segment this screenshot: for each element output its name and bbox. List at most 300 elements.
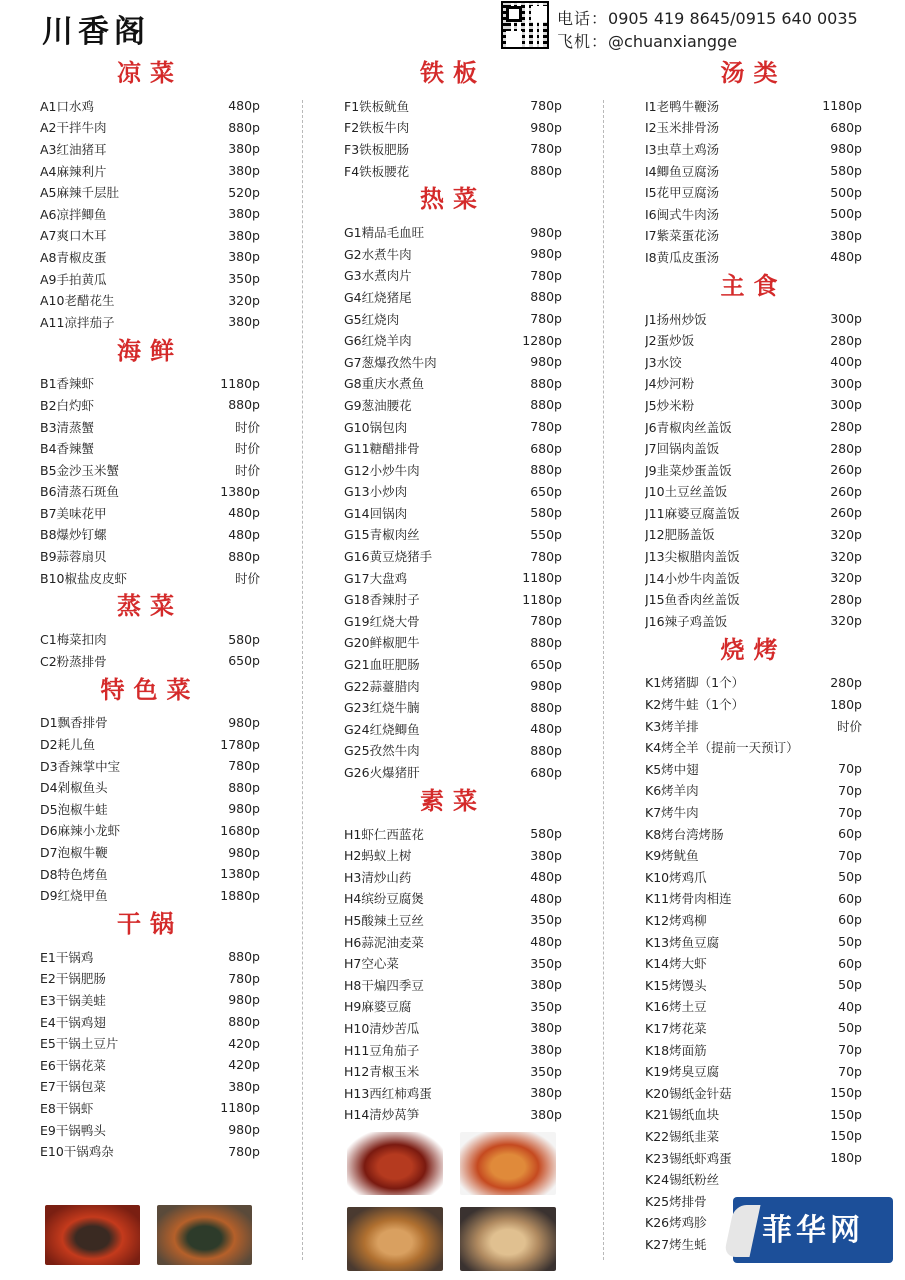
telegram-line xyxy=(557,29,737,52)
dish-name: K18烤面筋 xyxy=(645,1042,707,1058)
dish-price: 650p xyxy=(530,483,562,499)
dish-name: G16黄豆烧猪手 xyxy=(344,549,433,565)
menu-item xyxy=(40,946,260,968)
dish-price: 1280p xyxy=(522,332,562,348)
dish-price: 70p xyxy=(838,1042,862,1058)
menu-item xyxy=(40,203,260,225)
dish-name: B10椒盐皮皮虾 xyxy=(40,570,127,586)
dish-name: K25烤排骨 xyxy=(645,1193,707,1209)
dish-price: 780p xyxy=(530,141,562,157)
dish-name: H9麻婆豆腐 xyxy=(344,999,412,1015)
dish-price: 150p xyxy=(830,1128,862,1144)
phone-number: 0905 419 8645/0915 640 0035 xyxy=(608,9,858,28)
dish-name: A3红油猪耳 xyxy=(40,141,107,157)
menu-item xyxy=(344,761,562,783)
menu-item xyxy=(645,1147,862,1169)
menu-item xyxy=(645,437,862,459)
dish-name: E8干锅虾 xyxy=(40,1100,94,1116)
dish-price: 380p xyxy=(228,227,260,243)
dish-price: 480p xyxy=(530,721,562,737)
dish-price: 780p xyxy=(530,419,562,435)
menu-item xyxy=(645,588,862,610)
dish-name: K4烤全羊（提前一天预订） xyxy=(645,740,799,756)
dish-name: G26火爆猪肝 xyxy=(344,765,420,781)
menu-item xyxy=(645,225,862,247)
dish-name: D1飘香排骨 xyxy=(40,715,108,731)
dish-name: J11麻婆豆腐盖饭 xyxy=(645,505,740,521)
menu-item xyxy=(40,1054,260,1076)
dish-price: 1180p xyxy=(522,591,562,607)
telegram-label: 飞机： xyxy=(557,32,609,51)
dish-price: 550p xyxy=(530,526,562,542)
dish-name: D2耗儿鱼 xyxy=(40,737,96,753)
dish-price: 580p xyxy=(530,505,562,521)
menu-item xyxy=(40,225,260,247)
section-title: 海鲜 xyxy=(117,336,183,365)
menu-item xyxy=(40,459,260,481)
dish-name: K15烤馒头 xyxy=(645,977,707,993)
dish-name: J4炒河粉 xyxy=(645,376,695,392)
dish-price: 280p xyxy=(830,674,862,690)
menu-item xyxy=(40,481,260,503)
dish-price: 380p xyxy=(530,1020,562,1036)
menu-item xyxy=(344,286,562,308)
menu-item xyxy=(40,545,260,567)
dish-price: 150p xyxy=(830,1106,862,1122)
dish-name: I2玉米排骨汤 xyxy=(645,120,720,136)
dish-name: F4铁板腰花 xyxy=(344,163,410,179)
dish-price: 350p xyxy=(530,998,562,1014)
menu-item xyxy=(645,373,862,395)
dish-name: G6红烧羊肉 xyxy=(344,333,412,349)
dish-price: 60p xyxy=(838,955,862,971)
dish-name: I8黄瓜皮蛋汤 xyxy=(645,249,720,265)
section-title: 铁板 xyxy=(420,59,486,87)
dish-name: B4香辣蟹 xyxy=(40,441,95,457)
dish-name: G1精品毛血旺 xyxy=(344,225,425,241)
dish-name: J13尖椒腊肉盖饭 xyxy=(645,549,740,565)
menu-item xyxy=(645,1104,862,1126)
dish-name: G7葱爆孜然牛肉 xyxy=(344,354,437,370)
menu-item xyxy=(645,1060,862,1082)
dish-name: K10烤鸡爪 xyxy=(645,869,707,885)
dish-name: H5酸辣土豆丝 xyxy=(344,912,424,928)
dish-price: 480p xyxy=(228,98,260,114)
dish-name: E10干锅鸡杂 xyxy=(40,1144,114,1160)
menu-item xyxy=(40,394,260,416)
dish-price: 880p xyxy=(228,397,260,413)
dish-price: 380p xyxy=(530,1106,562,1122)
menu-section xyxy=(344,783,562,1125)
menu-item xyxy=(645,693,862,715)
dish-price: 150p xyxy=(830,1085,862,1101)
menu-item xyxy=(344,502,562,524)
menu-item xyxy=(344,416,562,438)
dish-price: 380p xyxy=(830,227,862,243)
dish-name: J3水饺 xyxy=(645,354,682,370)
dish-name: E3干锅美蛙 xyxy=(40,992,106,1008)
dish-name: D5泡椒牛蛙 xyxy=(40,801,108,817)
dish-name: E7干锅包菜 xyxy=(40,1079,106,1095)
dish-price: 780p xyxy=(530,98,562,114)
menu-item xyxy=(344,95,562,117)
dish-name: J5炒米粉 xyxy=(645,397,695,413)
menu-item xyxy=(645,524,862,546)
dish-price: 980p xyxy=(228,1122,260,1138)
dish-name: J6青椒肉丝盖饭 xyxy=(645,419,732,435)
menu-item xyxy=(40,311,260,333)
dish-price: 880p xyxy=(530,742,562,758)
menu-item xyxy=(645,459,862,481)
dish-price: 时价 xyxy=(234,570,260,586)
menu-item xyxy=(645,866,862,888)
dish-name: K22锡纸韭菜 xyxy=(645,1128,720,1144)
menu-item xyxy=(344,996,562,1018)
dish-name: F1铁板鱿鱼 xyxy=(344,98,410,114)
menu-item xyxy=(40,289,260,311)
menu-item xyxy=(344,138,562,160)
menu-item xyxy=(40,863,260,885)
menu-item xyxy=(344,1060,562,1082)
menu-item xyxy=(645,308,862,330)
menu-item xyxy=(645,1082,862,1104)
menu-item xyxy=(344,866,562,888)
menu-section xyxy=(40,55,260,333)
menu-item xyxy=(344,952,562,974)
menu-item xyxy=(344,588,562,610)
dish-price: 350p xyxy=(228,271,260,287)
dish-name: E4干锅鸡翅 xyxy=(40,1014,106,1030)
menu-item xyxy=(645,246,862,268)
dish-price: 180p xyxy=(830,696,862,712)
dish-name: H14清炒莴笋 xyxy=(344,1107,420,1123)
menu-item xyxy=(344,653,562,675)
dish-name: G24红烧鲫鱼 xyxy=(344,721,420,737)
menu-item xyxy=(344,974,562,996)
dish-price: 1180p xyxy=(220,375,260,391)
dish-name: A1口水鸡 xyxy=(40,98,95,114)
dish-name: J14小炒牛肉盖饭 xyxy=(645,570,740,586)
column-divider xyxy=(603,100,604,1260)
dish-name: I5花甲豆腐汤 xyxy=(645,185,720,201)
dish-name: H1虾仁西蓝花 xyxy=(344,826,424,842)
menu-item xyxy=(344,931,562,953)
dish-name: G5红烧肉 xyxy=(344,311,400,327)
dish-price: 60p xyxy=(838,826,862,842)
dish-name: I6闽式牛肉汤 xyxy=(645,206,720,222)
dish-name: B6清蒸石斑鱼 xyxy=(40,484,120,500)
dish-name: G9葱油腰花 xyxy=(344,397,412,413)
dish-name: G13小炒肉 xyxy=(344,484,408,500)
section-title: 热菜 xyxy=(420,185,486,214)
mapo-tofu-photo xyxy=(460,1132,556,1195)
dish-name: J10土豆丝盖饭 xyxy=(645,484,728,500)
dish-name: H7空心菜 xyxy=(344,956,399,972)
dish-price: 980p xyxy=(530,678,562,694)
dish-price: 400p xyxy=(830,354,862,370)
menu-item xyxy=(344,675,562,697)
menu-item xyxy=(40,776,260,798)
dish-name: J7回锅肉盖饭 xyxy=(645,441,720,457)
dish-price: 980p xyxy=(228,844,260,860)
dish-price: 70p xyxy=(838,804,862,820)
dish-name: E2干锅肥肠 xyxy=(40,971,106,987)
dish-price: 380p xyxy=(228,163,260,179)
dish-name: G17大盘鸡 xyxy=(344,570,408,586)
dish-price: 350p xyxy=(530,912,562,928)
dish-price: 70p xyxy=(838,782,862,798)
menu-item xyxy=(40,1119,260,1141)
dish-price: 880p xyxy=(228,119,260,135)
dish-price: 980p xyxy=(530,224,562,240)
menu-item xyxy=(40,181,260,203)
menu-item xyxy=(40,1011,260,1033)
menu-item xyxy=(645,481,862,503)
dish-price: 980p xyxy=(530,246,562,262)
dish-name: K13烤鱼豆腐 xyxy=(645,934,720,950)
menu-item xyxy=(645,416,862,438)
menu-section xyxy=(40,672,260,906)
dish-price: 980p xyxy=(228,801,260,817)
dish-name: E9干锅鸭头 xyxy=(40,1122,106,1138)
dish-name: K20锡纸金针菇 xyxy=(645,1085,732,1101)
dish-price: 480p xyxy=(530,934,562,950)
dish-price: 280p xyxy=(830,591,862,607)
menu-section xyxy=(344,55,562,181)
menu-item xyxy=(344,351,562,373)
dish-price: 650p xyxy=(228,653,260,669)
dish-name: K27烤生蚝 xyxy=(645,1236,707,1252)
menu-section xyxy=(40,906,260,1162)
dish-name: G12小炒牛肉 xyxy=(344,462,420,478)
dish-price: 时价 xyxy=(234,441,260,457)
dish-name: D9红烧甲鱼 xyxy=(40,888,108,904)
dish-price: 880p xyxy=(530,375,562,391)
dish-name: B9蒜蓉扇贝 xyxy=(40,549,107,565)
dish-name: J9韭菜炒蛋盖饭 xyxy=(645,462,732,478)
menu-item xyxy=(344,823,562,845)
menu-item xyxy=(40,1032,260,1054)
dish-name: H6蒜泥油麦菜 xyxy=(344,934,424,950)
dish-name: E6干锅花菜 xyxy=(40,1057,106,1073)
menu-item xyxy=(645,502,862,524)
menu-item xyxy=(645,844,862,866)
dish-price: 980p xyxy=(830,141,862,157)
dish-price: 50p xyxy=(838,1020,862,1036)
menu-section xyxy=(40,333,260,589)
dish-price: 1380p xyxy=(220,866,260,882)
dish-price: 480p xyxy=(530,869,562,885)
dish-price: 时价 xyxy=(836,718,862,734)
menu-item xyxy=(40,567,260,589)
dish-name: G3水煮肉片 xyxy=(344,268,412,284)
dish-name: B2白灼虾 xyxy=(40,397,95,413)
menu-item xyxy=(344,221,562,243)
dish-name: C1梅菜扣肉 xyxy=(40,632,107,648)
dish-name: B1香辣虾 xyxy=(40,376,95,392)
menu-item xyxy=(344,394,562,416)
menu-item xyxy=(344,545,562,567)
dish-name: K21锡纸血块 xyxy=(645,1107,720,1123)
grilled-chicken-feet-photo xyxy=(347,1207,443,1271)
dish-price: 320p xyxy=(830,613,862,629)
menu-item xyxy=(344,844,562,866)
menu-item xyxy=(40,1076,260,1098)
dish-name: F3铁板肥肠 xyxy=(344,141,410,157)
dish-name: H11豆角茄子 xyxy=(344,1042,420,1058)
dish-price: 时价 xyxy=(234,419,260,435)
telegram-handle: @chuanxiangge xyxy=(608,32,738,51)
dish-price: 50p xyxy=(838,977,862,993)
dish-price: 780p xyxy=(530,613,562,629)
restaurant-name: 川香阁 xyxy=(42,14,150,50)
grilled-oysters-photo xyxy=(460,1207,556,1271)
section-title: 烧烤 xyxy=(720,635,787,664)
menu-section xyxy=(40,588,260,671)
dish-price: 780p xyxy=(228,1143,260,1159)
menu-item xyxy=(344,909,562,931)
menu-item xyxy=(344,265,562,287)
phone-line xyxy=(557,6,858,29)
dish-price: 780p xyxy=(228,970,260,986)
dish-name: G18香辣肘子 xyxy=(344,592,420,608)
dish-price: 380p xyxy=(228,141,260,157)
menu-item xyxy=(645,181,862,203)
dish-price: 1180p xyxy=(522,570,562,586)
dish-price: 380p xyxy=(530,977,562,993)
menu-item xyxy=(645,974,862,996)
menu-item xyxy=(645,203,862,225)
dish-price: 320p xyxy=(830,526,862,542)
dish-name: A2干拌牛肉 xyxy=(40,120,107,136)
dish-name: B3清蒸蟹 xyxy=(40,419,95,435)
dish-price: 70p xyxy=(838,1063,862,1079)
dish-name: K8烤台湾烤肠 xyxy=(645,826,724,842)
qr-code-icon xyxy=(503,3,547,47)
phone-label: 电话： xyxy=(557,9,609,28)
dish-price: 880p xyxy=(530,397,562,413)
section-title: 素菜 xyxy=(420,786,486,815)
dish-price: 350p xyxy=(530,1063,562,1079)
braised-wings-photo xyxy=(347,1132,443,1195)
dish-name: J15鱼香肉丝盖饭 xyxy=(645,592,740,608)
menu-item xyxy=(344,1104,562,1126)
menu-column-middle xyxy=(344,55,562,1125)
menu-item xyxy=(40,733,260,755)
dish-name: K16烤土豆 xyxy=(645,999,707,1015)
dish-name: I4鲫鱼豆腐汤 xyxy=(645,163,720,179)
dish-price: 1880p xyxy=(220,887,260,903)
dish-name: K11烤骨肉相连 xyxy=(645,891,732,907)
menu-item xyxy=(344,610,562,632)
dish-price: 320p xyxy=(830,570,862,586)
dish-price: 980p xyxy=(228,714,260,730)
menu-item xyxy=(344,1082,562,1104)
dish-price: 1380p xyxy=(220,483,260,499)
dish-name: I1老鸭牛鞭汤 xyxy=(645,98,720,114)
menu-item xyxy=(645,801,862,823)
dish-price: 280p xyxy=(830,440,862,456)
dish-name: G23红烧牛腩 xyxy=(344,700,420,716)
dish-name: G14回锅肉 xyxy=(344,505,408,521)
dish-price: 420p xyxy=(228,1035,260,1051)
dish-price: 380p xyxy=(228,314,260,330)
dish-name: K7烤牛肉 xyxy=(645,805,699,821)
dish-price: 50p xyxy=(838,934,862,950)
dish-name: G4红烧猪尾 xyxy=(344,289,412,305)
dish-name: F2铁板牛肉 xyxy=(344,120,410,136)
menu-item xyxy=(344,632,562,654)
dish-name: A11凉拌茄子 xyxy=(40,314,115,330)
section-title: 主食 xyxy=(720,271,787,300)
dish-price: 380p xyxy=(530,1042,562,1058)
dish-name: B8爆炒钉螺 xyxy=(40,527,107,543)
dish-price: 680p xyxy=(530,764,562,780)
dish-name: H13西红柿鸡蛋 xyxy=(344,1085,432,1101)
menu-item xyxy=(40,755,260,777)
dish-price: 480p xyxy=(530,890,562,906)
dish-name: K6烤羊肉 xyxy=(645,783,699,799)
dish-name: D8特色烤鱼 xyxy=(40,866,108,882)
menu-item xyxy=(645,823,862,845)
menu-item xyxy=(645,117,862,139)
menu-item xyxy=(645,909,862,931)
dish-name: E5干锅土豆片 xyxy=(40,1036,119,1052)
menu-item xyxy=(40,820,260,842)
menu-item xyxy=(344,243,562,265)
dish-price: 260p xyxy=(830,505,862,521)
dish-name: C2粉蒸排骨 xyxy=(40,653,107,669)
menu-item xyxy=(40,712,260,734)
menu-item xyxy=(645,567,862,589)
dish-name: G10锅包肉 xyxy=(344,419,408,435)
menu-item xyxy=(645,672,862,694)
grilled-fish-photo xyxy=(157,1205,252,1265)
dish-name: G19红烧大骨 xyxy=(344,613,420,629)
dish-name: A6凉拌鲫鱼 xyxy=(40,206,107,222)
dish-price: 880p xyxy=(530,163,562,179)
menu-item xyxy=(645,996,862,1018)
dish-price: 280p xyxy=(830,419,862,435)
dish-price: 650p xyxy=(530,656,562,672)
menu-header xyxy=(0,0,905,55)
dish-price: 780p xyxy=(530,267,562,283)
dish-name: A9手拍黄瓜 xyxy=(40,271,107,287)
dish-price: 1780p xyxy=(220,736,260,752)
dish-name: G22蒜薹腊肉 xyxy=(344,678,420,694)
dish-name: D7泡椒牛鞭 xyxy=(40,845,108,861)
menu-item xyxy=(40,524,260,546)
menu-section xyxy=(645,632,862,1255)
menu-item xyxy=(40,1140,260,1162)
dish-name: K2烤牛蛙（1个） xyxy=(645,697,745,713)
dish-name: K26烤鸡胗 xyxy=(645,1215,707,1231)
dish-name: K3烤羊排 xyxy=(645,718,699,734)
menu-item xyxy=(645,610,862,632)
dish-name: K24锡纸粉丝 xyxy=(645,1172,720,1188)
menu-item xyxy=(645,95,862,117)
dish-name: E1干锅鸡 xyxy=(40,949,94,965)
dish-name: H4缤纷豆腐煲 xyxy=(344,891,424,907)
dish-name: A5麻辣千层肚 xyxy=(40,185,120,201)
dish-price: 780p xyxy=(530,548,562,564)
dish-price: 420p xyxy=(228,1057,260,1073)
dish-price: 380p xyxy=(530,847,562,863)
menu-item xyxy=(645,160,862,182)
menu-item xyxy=(344,1039,562,1061)
menu-section xyxy=(645,268,862,632)
dish-name: D6麻辣小龙虾 xyxy=(40,823,121,839)
